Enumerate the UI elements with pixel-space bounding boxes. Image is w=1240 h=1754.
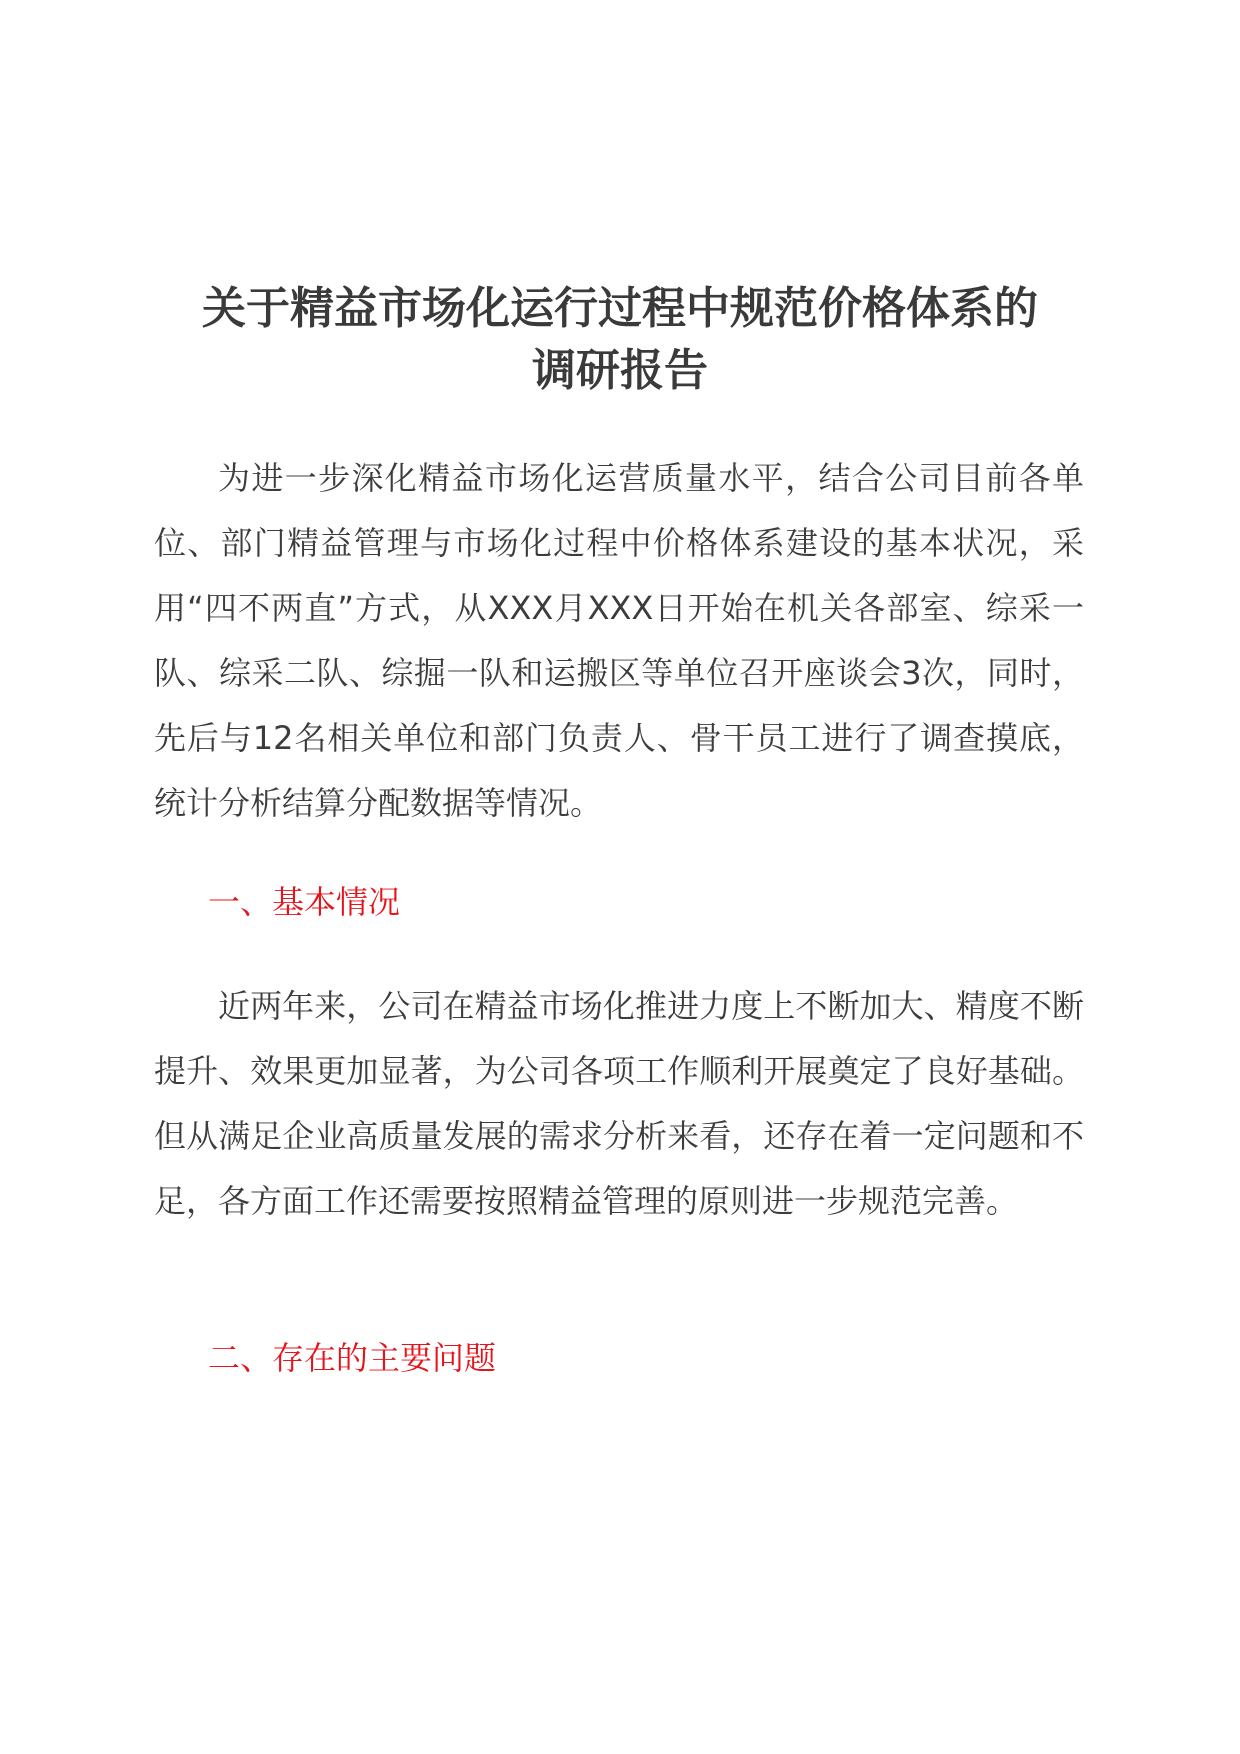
intro-paragraph: 为进一步深化精益市场化运营质量水平，结合公司目前各单位、部门精益管理与市场化过程中价格体系建设的基本状况，采用“四不两直”方式，从XXX月XXX日开始在机关各部室、综采一队、综采二队、综掘一队和运搬区等单位召开座谈会3次，同时，先后与12名相关单位和部门负责人、骨干员工进行了调查摸底，统计分析结算分配数据等情况。 xyxy=(154,459,1084,822)
document-title xyxy=(150,278,1090,402)
section-heading-main-problems: 二、存在的主要问题 xyxy=(208,1339,497,1377)
title-line-1: 关于精益市场化运行过程中规范价格体系的 xyxy=(202,283,1038,334)
section-heading-basic-situation: 一、基本情况 xyxy=(208,883,401,921)
title-line-2: 调研报告 xyxy=(532,345,708,396)
basic-situation-paragraph: 近两年来，公司在精益市场化推进力度上不断加大、精度不断提升、效果更加显著，为公司各项工作顺利开展奠定了良好基础。但从满足企业高质量发展的需求分析来看，还存在着一定问题和不足，各方面工作还需要按照精益管理的原则进一步规范完善。 xyxy=(154,987,1084,1220)
